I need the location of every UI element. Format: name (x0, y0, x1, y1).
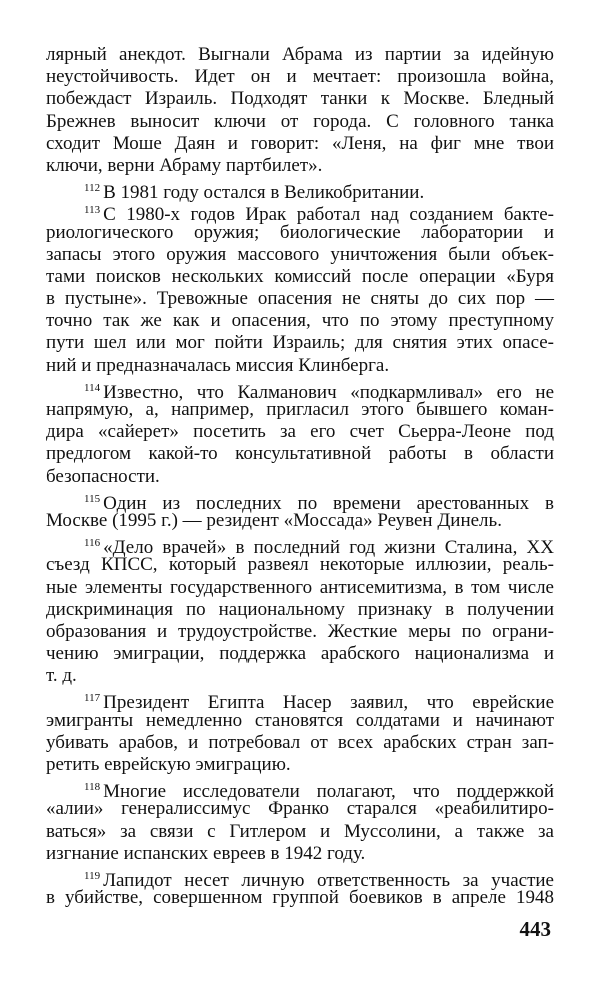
line-text: изгнание испанских евреев в 1942 году. (46, 842, 366, 864)
line-text: предлогом какой-то консультативной работы в области (46, 443, 554, 465)
text-line (46, 798, 554, 820)
line-text: пути шел или мог пойти Израиль; для снятия этих опасе- (46, 332, 554, 354)
text-line (46, 577, 554, 599)
line-text: съезд КПСС, который развеял некоторые иллюзии, реаль- (46, 554, 554, 576)
text-line (46, 222, 554, 244)
footnote-118 (46, 776, 554, 865)
text-line (46, 532, 554, 559)
text-line (46, 865, 554, 891)
text-line (46, 111, 554, 133)
text-line (46, 710, 554, 732)
footnote-119 (46, 865, 554, 909)
line-text: ретить еврейскую эмиграцию. (46, 754, 291, 775)
text-line (46, 266, 554, 288)
line-text: дира «сайерет» посетить за его счет Сьерра-Леоне под (46, 421, 554, 443)
text-line (46, 310, 554, 332)
text-line (46, 621, 554, 643)
line-text: безопасности. (46, 465, 160, 487)
line-text: сходит Моше Даян и говорит: «Леня, на фиг мне твои (46, 132, 554, 154)
line-text: ные элементы государственного антисемитизма, в том числе (46, 576, 554, 598)
line-text: дискриминация по национальному признаку в получении (46, 598, 554, 620)
text-line (46, 421, 554, 443)
paragraph-continuation (46, 44, 554, 177)
text-line (46, 665, 554, 687)
line-text: т. д. (46, 665, 77, 687)
line-text: Известно, что Калманович «подкармливал» его не (103, 381, 554, 403)
text-line (46, 732, 554, 754)
footnote-114 (46, 377, 554, 488)
page-number: 443 (519, 917, 551, 941)
footnote-112 (46, 177, 554, 204)
text-line (46, 776, 554, 803)
line-text: ний и предназначалась миссия Клинберга. (46, 354, 390, 376)
line-text: образования и трудоустройстве. Жесткие меры по ограни- (46, 620, 554, 642)
footnote-115 (46, 488, 554, 532)
line-text: запасы этого оружия массового уничтожения были объек- (46, 243, 554, 265)
text-line (46, 88, 554, 110)
line-text: Президент Египта Насер заявил, что еврейские (103, 692, 554, 714)
text-line (46, 44, 554, 66)
text-line (46, 443, 554, 465)
text-line (46, 554, 554, 576)
line-text: Один из последних по времени арестованных в (103, 492, 554, 514)
line-text: тами поисков нескольких комиссий после операции «Буря (46, 265, 554, 287)
text-line (46, 599, 554, 621)
line-text: в пустыне». Тревожные опасения не сняты до сих пор — (46, 288, 554, 310)
footnote-116 (46, 532, 554, 687)
footnote-number: 118 (84, 781, 101, 794)
line-text: ваться» за связи с Гитлером и Муссолини, а также за (46, 820, 554, 842)
line-text: риологического оружия; биологические лаборатории и (46, 221, 554, 243)
line-text: С 1980-х годов Ирак работал над созданием бакте- (103, 204, 554, 226)
text-line (46, 155, 554, 177)
footnote-number: 112 (84, 182, 101, 195)
footnote-117 (46, 687, 554, 776)
text-line (46, 643, 554, 665)
text-line (46, 887, 554, 909)
text-line (46, 488, 554, 514)
text-line (46, 399, 554, 421)
text-line (46, 687, 554, 714)
line-text: напрямую, а, например, пригласил этого бывшего коман- (46, 399, 554, 420)
text-line (46, 355, 554, 377)
footnote-number: 114 (84, 381, 101, 394)
text-line (46, 244, 554, 266)
line-text: точно так же как и опасения, что по этому преступному (46, 310, 554, 332)
text-line (46, 754, 554, 776)
text-line (46, 466, 554, 488)
line-text: «алии» генералиссимус Франко старался «реабилитиро- (46, 798, 554, 820)
line-text: чению эмиграции, поддержка арабского национализма и (46, 643, 554, 665)
text-line (46, 133, 554, 155)
text-line (46, 377, 554, 403)
text-line (46, 332, 554, 354)
line-text: Многие исследователи полагают, что поддержкой (103, 781, 554, 803)
line-text: убивать арабов, и потребовал от всех арабских стран зап- (46, 731, 554, 753)
line-text: Лапидот несет личную ответственность за участие (103, 869, 554, 891)
text-line (46, 177, 554, 204)
line-text: ключи, верни Абраму партбилет». (46, 154, 323, 176)
text-line (46, 843, 554, 865)
line-text: Брежнев выносит ключи от города. С головного танка (46, 110, 554, 132)
line-text: побеждаст Израиль. Подходят танки к Москве. Бледный (46, 88, 554, 110)
footnote-number: 113 (84, 204, 101, 217)
line-text: Москве (1995 г.) — резидент «Моссада» Реувен Динель. (46, 509, 502, 531)
text-line (46, 821, 554, 843)
line-text: В 1981 году остался в Великобритании. (103, 182, 425, 204)
line-text: в убийстве, совершенном группой боевиков в апреле 1948 (46, 887, 554, 909)
footnote-number: 116 (84, 537, 101, 550)
footnote-number: 117 (84, 692, 101, 705)
line-text: неустойчивость. Идет он и мечтает: произошла война, (46, 66, 554, 88)
text-line (46, 510, 554, 532)
line-text: лярный анекдот. Выгнали Абрама из партии за идейную (46, 44, 554, 65)
footnote-number: 115 (84, 492, 101, 505)
line-text: «Дело врачей» в последний год жизни Сталина, XX (103, 537, 554, 559)
text-line (46, 288, 554, 310)
text-line (46, 66, 554, 88)
footnote-113 (46, 199, 554, 377)
line-text: эмигранты немедленно становятся солдатами и начинают (46, 709, 554, 731)
footnote-number: 119 (84, 869, 101, 882)
page-text (46, 44, 554, 909)
text-line (46, 199, 554, 226)
